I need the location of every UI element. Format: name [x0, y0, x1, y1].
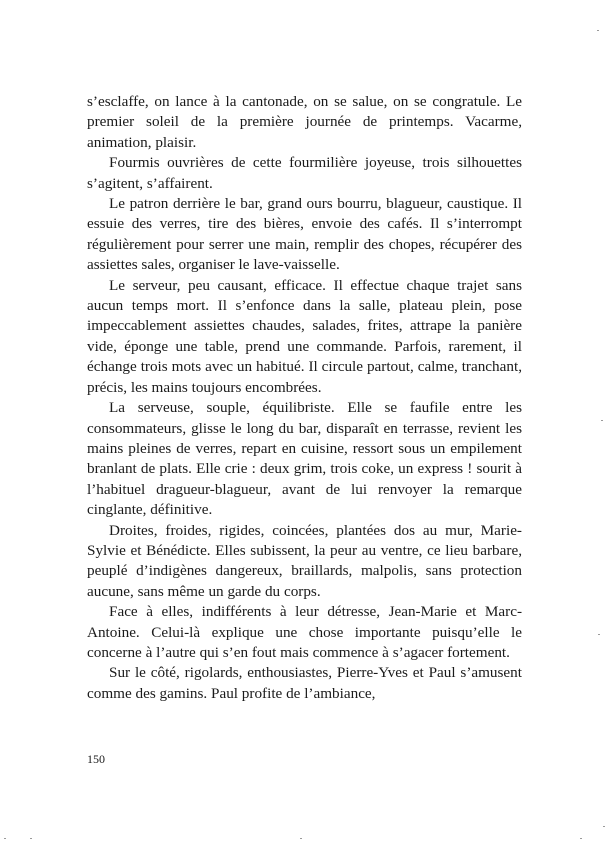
body-text — [87, 92, 522, 704]
crop-mark-bottom-center — [300, 838, 302, 839]
paragraph-6: Droites, froides, rigides, coincées, plantées dos au mur, Marie-Sylvie et Bénédicte. Elles subissent, la peur au ventre, ce lieu barbare, peuplé d’indigènes dangereux, braillards, malpolis, sans protection aucune, sans même un garde du corps. — [87, 521, 522, 600]
page-number: 150 — [87, 752, 105, 766]
paragraph-2: Fourmis ouvrières de cette fourmilière joyeuse, trois silhouettes s’agitent, s’affairent. — [87, 154, 522, 192]
paragraph-5: La serveuse, souple, équilibriste. Elle se faufile entre les consommateurs, glisse le long du bar, disparaît en terrasse, revient les mains pleines de verres, repart en cuisine, ressort sous un empilement branlant de plats. Elle crie : deux grim, trois coke, un express ! sourit à l’habituel dragueur-blagueur, avant de lui renvoyer la remarque cinglante, définitive. — [87, 399, 522, 519]
crop-mark-bottom-left-2 — [30, 838, 32, 839]
paragraph-8: Sur le côté, rigolards, enthousiastes, Pierre-Yves et Paul s’amusent comme des gamins. Paul profite de l’ambiance, — [87, 664, 522, 702]
paragraph-4: Le serveur, peu causant, efficace. Il effectue chaque trajet sans aucun temps mort. Il s’enfonce dans la salle, plateau plein, pose impeccablement assiettes chaudes, salades, frites, attrape la panière vide, éponge une table, prend une commande. Parfois, rarement, il échange trois mots avec un habitué. Il circule partout, calme, tranchant, précis, les mains toujours encombrées. — [87, 276, 522, 396]
paragraph-3: Le patron derrière le bar, grand ours bourru, blagueur, caustique. Il essuie des verres, tire des bières, envoie des cafés. Il s’interrompt régulièrement pour serrer une main, remplir des chopes, récupérer des assiettes sales, organiser le lave-vaisselle. — [87, 195, 522, 274]
paragraph-1: s’esclaffe, on lance à la cantonade, on se salue, on se congratule. Le premier soleil de la première journée de printemps. Vacarme, animation, plaisir. — [87, 93, 522, 151]
paragraph-7: Face à elles, indifférents à leur détresse, Jean-Marie et Marc-Antoine. Celui-là explique une chose importante puisqu’elle le concerne à l’autre qui s’en fout mais commence à s’agacer fortement. — [87, 603, 522, 661]
crop-mark-bottom-right-2 — [603, 826, 605, 827]
crop-mark-top-right — [597, 30, 599, 31]
crop-mark-bottom-right — [580, 838, 582, 839]
crop-mark-right-lower — [598, 634, 600, 635]
crop-mark-right-middle — [601, 420, 603, 421]
crop-mark-bottom-left — [4, 838, 6, 839]
